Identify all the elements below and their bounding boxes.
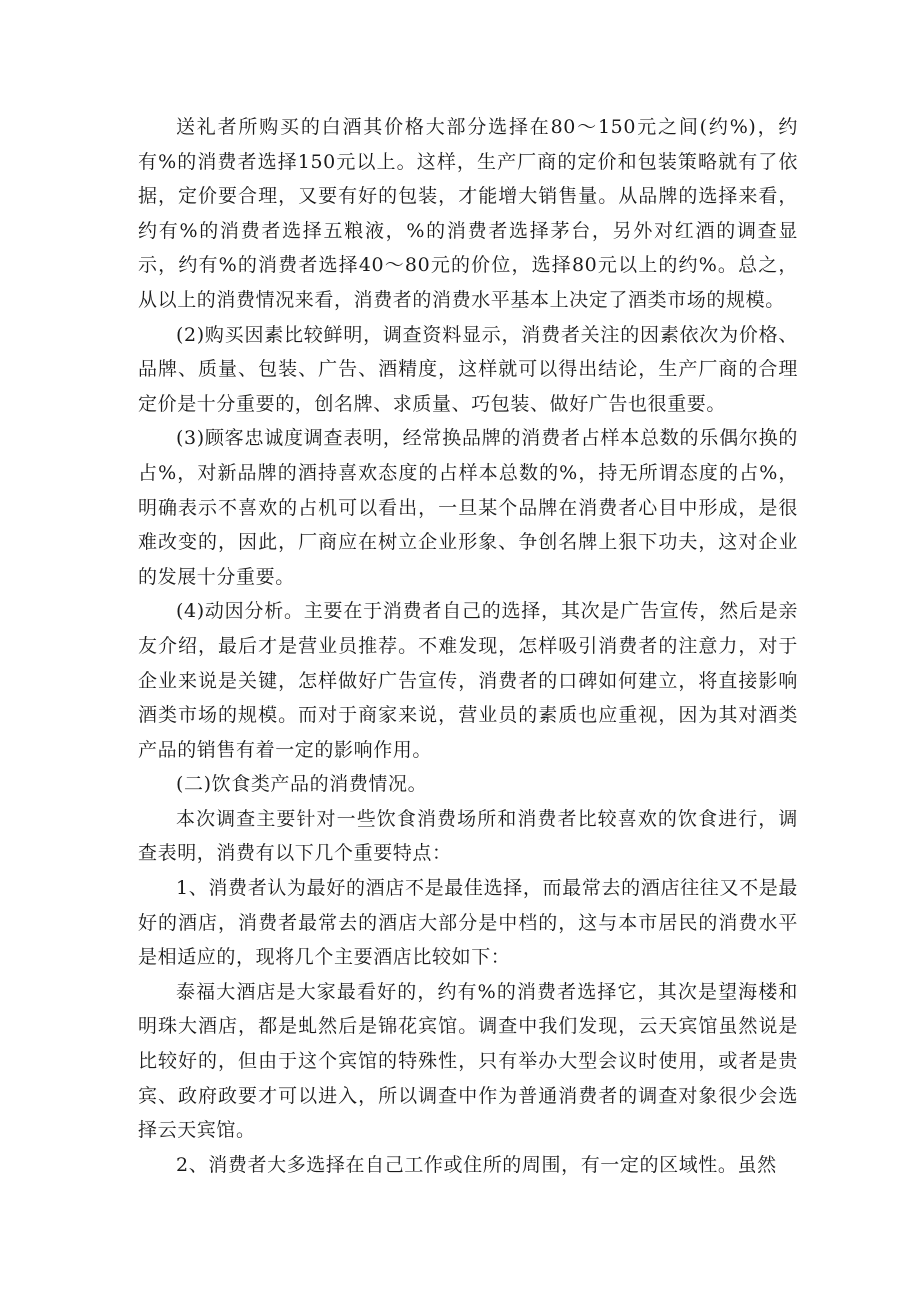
paragraph-point-1: 1、消费者认为最好的酒店不是最佳选择，而最常去的酒店往往又不是最好的酒店，消费者最常去的酒店大部分是中档的，这与本市居民的消费水平是相适应的，现将几个主要酒店比较如下： [138, 877, 798, 969]
paragraph-survey-intro: 本次调查主要针对一些饮食消费场所和消费者比较喜欢的饮食进行，调查表明，消费有以下几个重要特点： [138, 807, 798, 865]
section-heading-food: (二)饮食类产品的消费情况。 [176, 773, 428, 796]
paragraph-point-2: 2、消费者大多选择在自己工作或住所的周围，有一定的区域性。虽然 [176, 1153, 777, 1176]
paragraph-hotel-comparison: 泰福大酒店是大家最看好的，约有%的消费者选择它，其次是望海楼和明珠大酒店，都是虬然后是锦花宾馆。调查中我们发现，云天宾馆虽然说是比较好的，但由于这个宾馆的特殊性，只有举办大型会议时使用，或者是贵宾、政府政要才可以进入，所以调查中作为普通消费者的调查对象很少会选择云天宾馆。 [138, 980, 798, 1142]
document-body [138, 110, 798, 1182]
paragraph-motive-analysis: (4)动因分析。主要在于消费者自己的选择，其次是广告宣传，然后是亲友介绍，最后才是营业员推荐。不难发现，怎样吸引消费者的注意力，对于企业来说是关键，怎样做好广告宣传，消费者的口碑如何建立，将直接影响酒类市场的规模。而对于商家来说，营业员的素质也应重视，因为其对酒类产品的销售有着一定的影响作用。 [138, 600, 798, 761]
paragraph-customer-loyalty: (3)顾客忠诚度调查表明，经常换品牌的消费者占样本总数的乐偶尔换的占%，对新品牌的酒持喜欢态度的占样本总数的%，持无所谓态度的占%，明确表示不喜欢的占机可以看出，一旦某个品牌在消费者心目中形成，是很难改变的，因此，厂商应在树立企业形象、争创名牌上狠下功夫，这对企业的发展十分重要。 [138, 427, 798, 588]
paragraph-liquor-price: 送礼者所购买的白酒其价格大部分选择在80～150元之间(约%)，约有%的消费者选择150元以上。这样，生产厂商的定价和包装策略就有了依据，定价要合理，又要有好的包装，才能增大销售量。从品牌的选择来看，约有%的消费者选择五粮液，%的消费者选择茅台，另外对红酒的调查显示，约有%的消费者选择40～80元的价位，选择80元以上的约%。总之，从以上的消费情况来看，消费者的消费水平基本上决定了酒类市场的规模。 [138, 116, 798, 311]
paragraph-purchase-factors: (2)购买因素比较鲜明，调查资料显示，消费者关注的因素依次为价格、品牌、质量、包装、广告、酒精度，这样就可以得出结论，生产厂商的合理定价是十分重要的，创名牌、求质量、巧包装、做好广告也很重要。 [138, 323, 798, 415]
